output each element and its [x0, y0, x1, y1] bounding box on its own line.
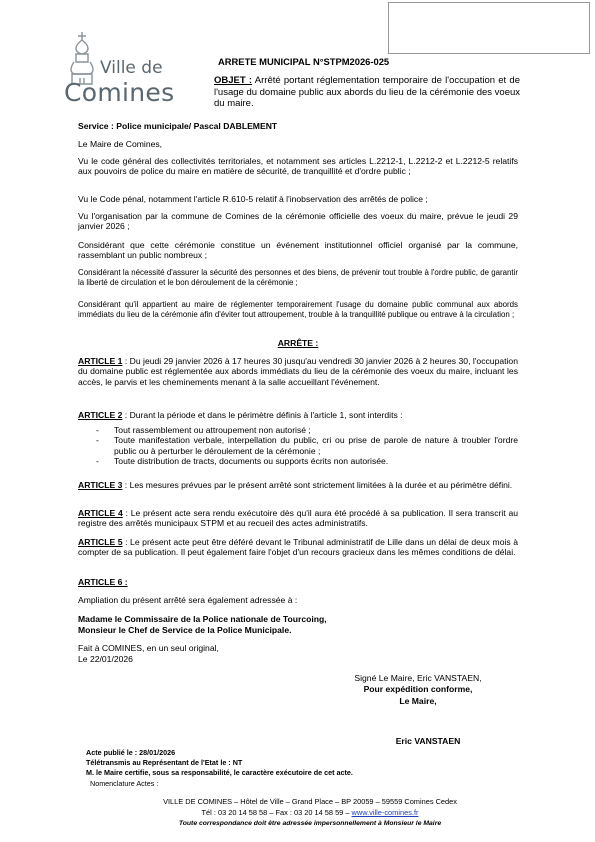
objet-text: Arrêté portant réglementation temporaire de l'occupation et de l'usage du domaine public aux abords du lieu de la cérémonie des voeux du maire. [214, 75, 521, 110]
article-3-label: ARTICLE 3 [78, 480, 123, 490]
article-2-list [78, 425, 518, 467]
article-4-text: : Le présent acte sera rendu exécutoire dès qu'il aura été procédé à sa publication. Il sera transcrit au registre des arrêtés municipaux STPM et au recueil des actes administratifs. [78, 508, 518, 529]
fait-date: Le 22/01/2026 [78, 654, 133, 664]
article-1 [78, 356, 518, 387]
article-1-text: : Du jeudi 29 janvier 2026 à 17 heures 30 jusqu'au vendredi 30 janvier 2026 à 2 heures 30, l'occupation du domaine public est réglementée aux abords immédiats du lieu de la cérémonie des voeux du maire, incluant les accès, le parvis et les cheminements menant à la salle accueillant l'événement. [78, 356, 518, 387]
list-item: - Tout rassemblement ou attroupement non autorisé ; [78, 425, 518, 435]
article-2 [78, 410, 518, 420]
article-6-heading [78, 577, 518, 587]
maire-line: Le Maire de Comines, [78, 139, 163, 149]
signatory-name: Eric VANSTAEN [395, 736, 461, 746]
list-item: - Toute manifestation verbale, interpellation du public, cri ou prise de parole de nature à troubler l'ordre public ou à perturber le déroulement de la cérémonie ; [78, 435, 518, 456]
signature-line-3: Le Maire, [399, 696, 437, 706]
certifie: M. le Maire certifie, sous sa responsabilité, le caractère exécutoire de cet acte. [86, 768, 353, 777]
article-2-list-wrap [78, 425, 518, 467]
document-title: ARRETE MUNICIPAL N°STPM2026-025 [218, 56, 390, 67]
objet-paragraph [214, 75, 520, 110]
article-5 [78, 537, 518, 558]
footer-address: VILLE DE COMINES – Hôtel de Ville – Grand Place – BP 20059 – 59559 Comines Cedex [163, 797, 457, 806]
website-link[interactable]: www.ville-comines.fr [351, 808, 419, 817]
footer-contact [90, 808, 530, 818]
footer-correspondance: Toute correspondance doit être adressée impersonnellement à Monsieur le Maire [178, 820, 442, 827]
teletransmis: Télétransmis au Représentant de l'Etat le : NT [86, 758, 243, 767]
acte-publie: Acte publié le : 28/01/2026 [86, 748, 176, 757]
logo-line1: Ville de [100, 58, 163, 78]
service-line: Service : Police municipale/ Pascal DABLEMENT [78, 121, 278, 131]
considerant-3: Considérant qu'il appartient au maire de réglementer temporairement l'usage du domaine public communal aux abords immédiats du lieu de la cérémonie afin d'éviter tout attroupement, trouble à la tranquillité publique ou entrave à la circulation ; [78, 300, 518, 319]
nomenclature [90, 779, 158, 788]
signature-line-2: Pour expédition conforme, [363, 684, 473, 694]
logo-line2: Comines [64, 78, 175, 107]
footer-phone: Tél : 03 20 14 58 58 – Fax : 03 20 14 58 59 – [201, 808, 352, 817]
fait-line-1: Fait à COMINES, en un seul original, [78, 643, 219, 653]
visa-3: Vu l'organisation par la commune de Comines de la cérémonie officielle des voeux du maire, prévue le jeudi 29 janvier 2026 ; [78, 211, 518, 232]
article-3 [78, 480, 518, 490]
article-4-label: ARTICLE 4 [78, 508, 123, 518]
considerant-1: Considérant que cette cérémonie constitue un événement institutionnel officiel organisé par la commune, rassemblant un public nombreux ; [78, 240, 518, 261]
article-3-text: : Les mesures prévues par le présent arrêté sont strictement limitées à la durée et au périmètre défini. [122, 480, 513, 490]
article-6-text: Ampliation du présent arrêté sera également adressée à : [78, 595, 298, 605]
arrete-heading: ARRÊTE : [277, 338, 319, 348]
recipient-1: Madame le Commissaire de la Police nationale de Tourcoing, [78, 614, 327, 624]
article-5-text: : Le présent acte peut être déféré devant le Tribunal administratif de Lille dans un délai de deux mois à compter de sa publication. Il peut également faire l'objet d'un recours gracieux dans les mêmes conditions de délai. [78, 537, 519, 558]
article-4 [78, 508, 518, 529]
stamp-box [388, 2, 590, 54]
article-5-label: ARTICLE 5 [78, 537, 123, 547]
considerant-2: Considérant la nécessité d'assurer la sécurité des personnes et des biens, de prévenir tout trouble à l'ordre public, de garantir la liberté de circulation et le bon déroulement de la cérémonie ; [78, 268, 518, 287]
recipient-2: Monsieur le Chef de Service de la Police Municipale. [78, 625, 292, 635]
list-item: - Toute distribution de tracts, documents ou supports écrits non autorisée. [78, 456, 518, 466]
visa-2: Vu le Code pénal, notamment l'article R.610-5 relatif à l'inobservation des arrêtés de police ; [78, 194, 428, 204]
article-1-label: ARTICLE 1 [78, 356, 123, 366]
article-2-text: : Durant la période et dans le périmètre définis à l'article 1, sont interdits : [122, 410, 403, 420]
objet-label: OBJET : [214, 75, 253, 86]
signature-line-1: Signé Le Maire, Eric VANSTAEN, [354, 673, 482, 683]
arrete-heading-wrap [78, 338, 518, 348]
nomenclature-label: Nomenclature Actes : [90, 779, 159, 788]
visa-1: Vu le code général des collectivités territoriales, et notamment ses articles L.2212-1, L.2212-2 et L.2212-5 relatifs aux pouvoirs de police du maire en matière de sécurité, de tranquillité et d'ordre public ; [78, 156, 518, 177]
article-6-label: ARTICLE 6 : [78, 577, 128, 587]
article-2-label: ARTICLE 2 [78, 410, 123, 420]
